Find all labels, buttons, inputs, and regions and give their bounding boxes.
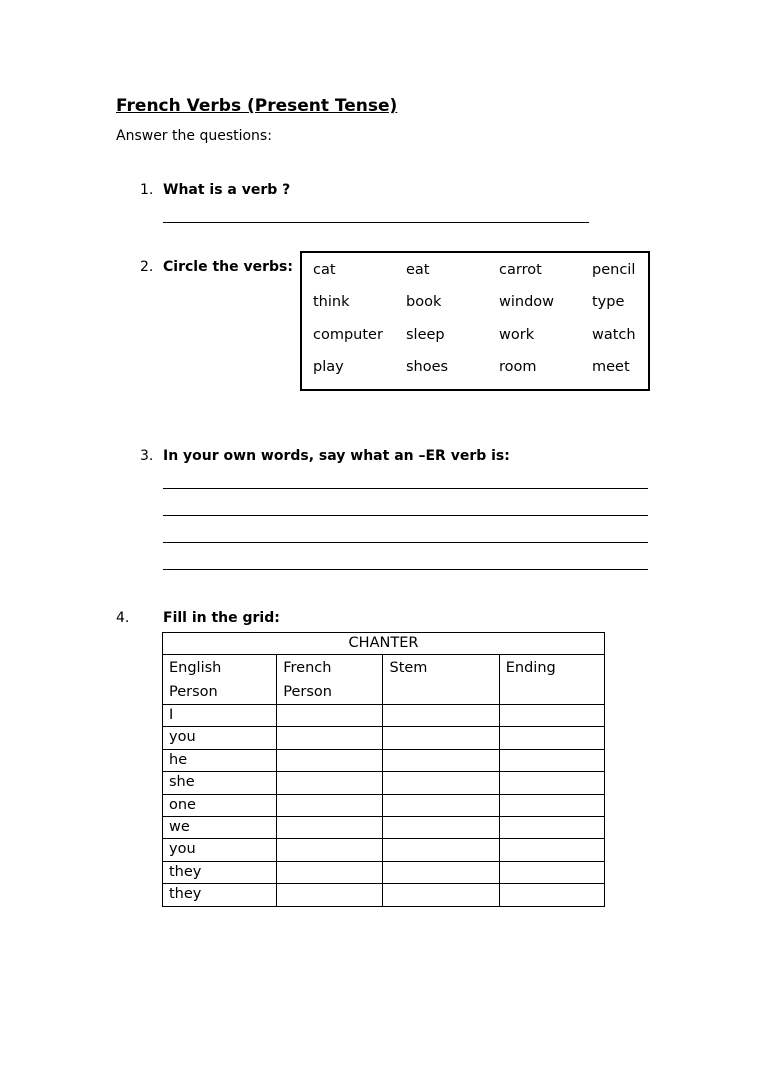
blank-cell[interactable] bbox=[499, 816, 604, 838]
verb-option[interactable]: pencil bbox=[592, 262, 636, 278]
blank-cell[interactable] bbox=[277, 772, 383, 794]
column-header-stem: Stem bbox=[383, 655, 499, 705]
blank-cell[interactable] bbox=[383, 772, 499, 794]
blank-cell[interactable] bbox=[499, 794, 604, 816]
blank-cell[interactable] bbox=[499, 705, 604, 727]
blank-cell[interactable] bbox=[383, 749, 499, 771]
blank-cell[interactable] bbox=[277, 794, 383, 816]
verb-option[interactable]: shoes bbox=[406, 359, 449, 375]
table-row bbox=[163, 839, 605, 861]
blank-cell[interactable] bbox=[499, 884, 604, 906]
verb-option[interactable]: cat bbox=[313, 262, 336, 278]
question-2-text: Circle the verbs: bbox=[163, 259, 293, 275]
blank-cell[interactable] bbox=[383, 884, 499, 906]
table-row bbox=[163, 727, 605, 749]
question-4-number: 4. bbox=[116, 610, 130, 626]
person-cell: one bbox=[163, 794, 277, 816]
verb-option[interactable]: carrot bbox=[499, 262, 542, 278]
table-row bbox=[163, 772, 605, 794]
answer-line-3c[interactable] bbox=[163, 542, 648, 543]
question-1-text: What is a verb ? bbox=[163, 182, 291, 198]
table-row bbox=[163, 884, 605, 906]
blank-cell[interactable] bbox=[383, 727, 499, 749]
person-cell: you bbox=[163, 727, 277, 749]
answer-line-3b[interactable] bbox=[163, 515, 648, 516]
verb-option[interactable]: work bbox=[499, 327, 535, 343]
blank-cell[interactable] bbox=[383, 816, 499, 838]
verb-option[interactable]: type bbox=[592, 294, 625, 310]
blank-cell[interactable] bbox=[277, 861, 383, 883]
blank-cell[interactable] bbox=[499, 839, 604, 861]
blank-cell[interactable] bbox=[499, 749, 604, 771]
person-cell: she bbox=[163, 772, 277, 794]
table-row bbox=[163, 794, 605, 816]
verb-option[interactable]: think bbox=[313, 294, 350, 310]
person-cell: he bbox=[163, 749, 277, 771]
blank-cell[interactable] bbox=[277, 839, 383, 861]
blank-cell[interactable] bbox=[277, 884, 383, 906]
column-header-english: English Person bbox=[163, 655, 277, 705]
grid-title: CHANTER bbox=[163, 633, 605, 655]
answer-line-3d[interactable] bbox=[163, 569, 648, 570]
column-header-ending: Ending bbox=[499, 655, 604, 705]
verb-option[interactable]: play bbox=[313, 359, 344, 375]
verb-option[interactable]: book bbox=[406, 294, 442, 310]
person-cell: you bbox=[163, 839, 277, 861]
blank-cell[interactable] bbox=[277, 749, 383, 771]
verb-box bbox=[300, 251, 650, 391]
blank-cell[interactable] bbox=[383, 794, 499, 816]
blank-cell[interactable] bbox=[499, 772, 604, 794]
answer-line-3a[interactable] bbox=[163, 488, 648, 489]
table-row bbox=[163, 705, 605, 727]
blank-cell[interactable] bbox=[383, 705, 499, 727]
blank-cell[interactable] bbox=[277, 705, 383, 727]
verb-option[interactable]: eat bbox=[406, 262, 430, 278]
person-cell: they bbox=[163, 884, 277, 906]
table-row bbox=[163, 861, 605, 883]
question-4-text: Fill in the grid: bbox=[163, 610, 280, 626]
person-cell: they bbox=[163, 861, 277, 883]
blank-cell[interactable] bbox=[499, 861, 604, 883]
answer-line-1[interactable] bbox=[163, 222, 589, 223]
question-2-number: 2. bbox=[140, 259, 154, 275]
verb-option[interactable]: watch bbox=[592, 327, 636, 343]
instructions: Answer the questions: bbox=[116, 128, 272, 144]
verb-option[interactable]: room bbox=[499, 359, 537, 375]
blank-cell[interactable] bbox=[499, 727, 604, 749]
conjugation-grid bbox=[162, 632, 605, 907]
person-cell: I bbox=[163, 705, 277, 727]
blank-cell[interactable] bbox=[383, 861, 499, 883]
question-1-number: 1. bbox=[140, 182, 154, 198]
table-row bbox=[163, 749, 605, 771]
verb-option[interactable]: computer bbox=[313, 327, 383, 343]
page-title: French Verbs (Present Tense) bbox=[116, 96, 398, 116]
verb-option[interactable]: sleep bbox=[406, 327, 445, 343]
blank-cell[interactable] bbox=[277, 727, 383, 749]
question-3-text: In your own words, say what an –ER verb is: bbox=[163, 448, 510, 464]
blank-cell[interactable] bbox=[277, 816, 383, 838]
person-cell: we bbox=[163, 816, 277, 838]
verb-option[interactable]: meet bbox=[592, 359, 630, 375]
verb-option[interactable]: window bbox=[499, 294, 555, 310]
question-3-number: 3. bbox=[140, 448, 154, 464]
table-row bbox=[163, 816, 605, 838]
blank-cell[interactable] bbox=[383, 839, 499, 861]
column-header-french: French Person bbox=[277, 655, 383, 705]
